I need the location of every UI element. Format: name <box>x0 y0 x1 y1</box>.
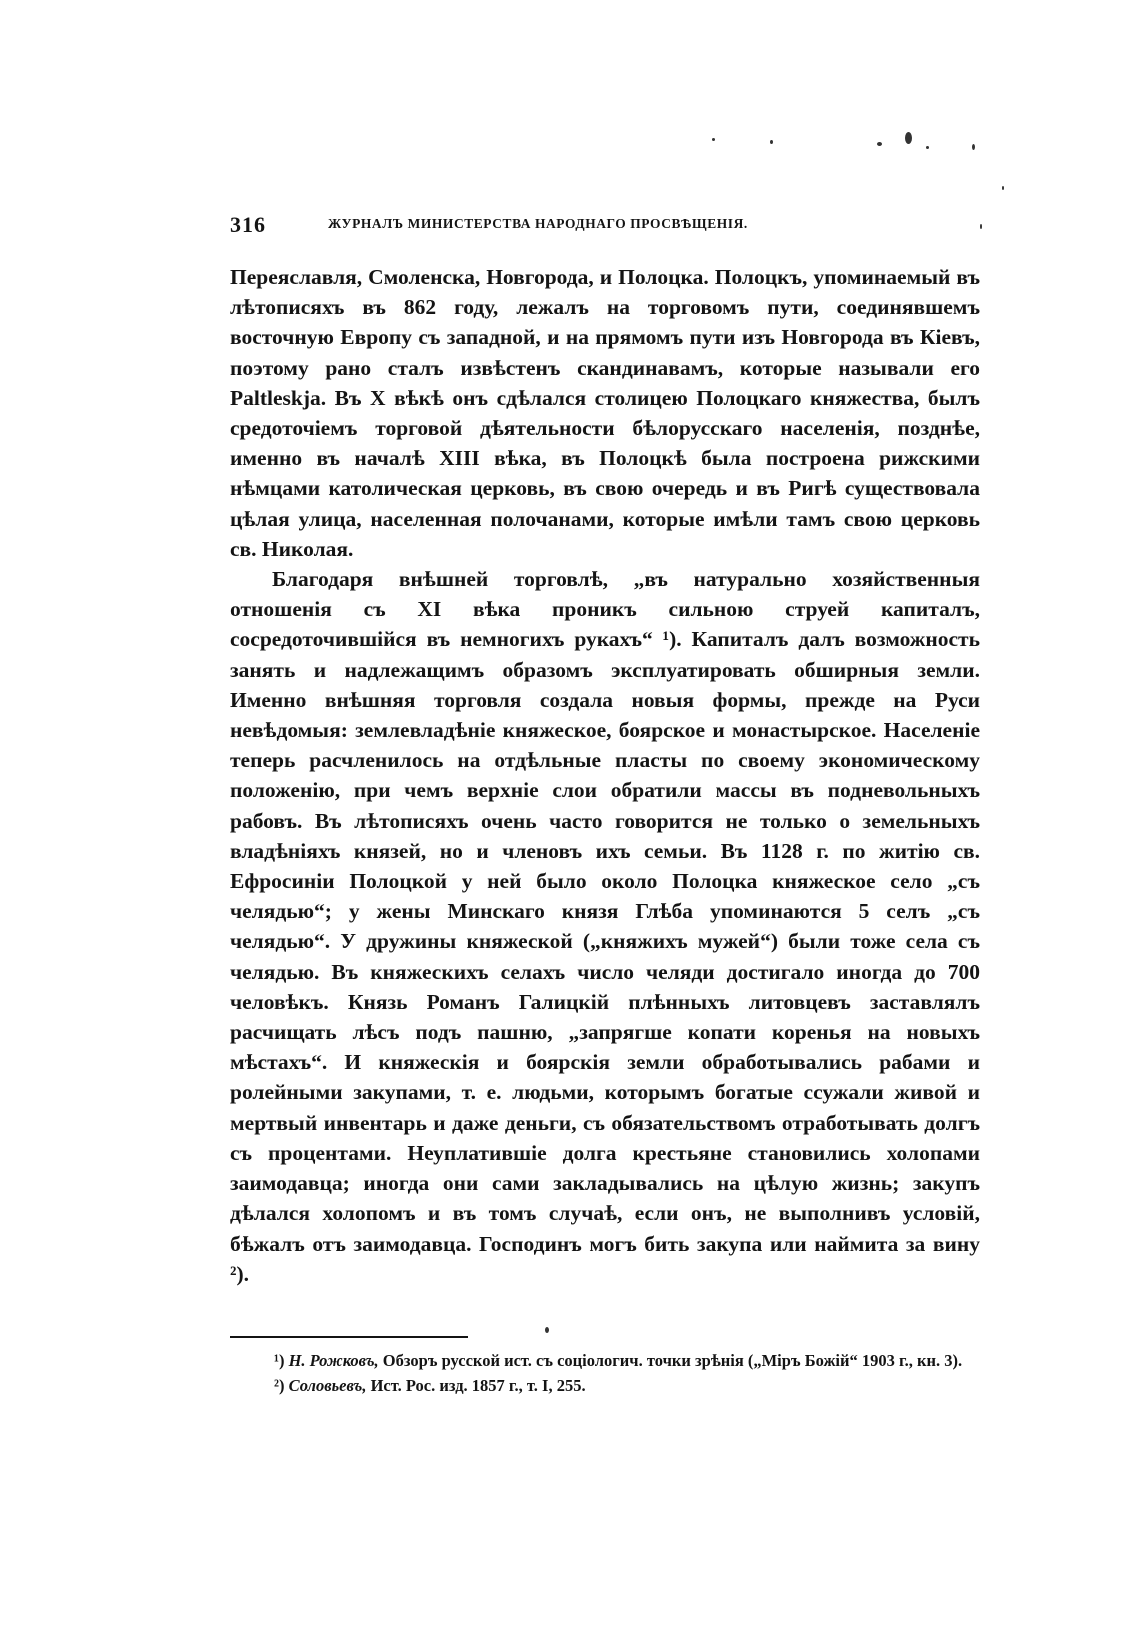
paragraph: Переяславля, Смоленска, Новгорода, и Полоцка. Полоцкъ, упоминаемый въ лѣтописяхъ въ 862 году, лежалъ на торговомъ пути, соединявшемъ восточную Европу съ западной, и на прямомъ пути изъ Новгорода въ Кіевъ, поэтому рано сталъ извѣстенъ скандинавамъ, которые называли его Paltleskja. Въ X вѣкѣ онъ сдѣлался столицею Полоцкаго княжества, былъ средоточіемъ торговой дѣятельности бѣлорусскаго населенія, позднѣе, именно въ началѣ XIII вѣка, въ Полоцкѣ была построена рижскими нѣмцами католическая церковь, въ свою очередь и въ Ригѣ существовала цѣлая улица, населенная полочанами, которые имѣли тамъ свою церковь св. Николая. <box>230 265 980 561</box>
footnote-text: Ист. Рос. изд. 1857 г., т. I, 255. <box>370 1376 586 1395</box>
body-text <box>230 262 980 1289</box>
footnote <box>230 1348 980 1373</box>
footnote-mark: ¹) <box>274 1351 285 1370</box>
footnote-text: Обзоръ русской ист. съ соціологич. точки зрѣнія („Міръ Божій“ 1903 г., кн. 3). <box>382 1351 963 1370</box>
footnotes <box>230 1348 980 1398</box>
footnote <box>230 1373 980 1398</box>
page-header <box>230 212 980 242</box>
footnote-separator <box>230 1336 468 1338</box>
running-head: ЖУРНАЛЪ МИНИСТЕРСТВА НАРОДНАГО ПРОСВѢЩЕНІЯ. <box>328 217 748 232</box>
footnote-author: Соловьевъ, <box>288 1376 367 1395</box>
page-number: 316 <box>230 212 266 237</box>
footnote-mark: ²) <box>274 1376 285 1395</box>
paragraph: Благодаря внѣшней торговлѣ, „въ натурально хозяйственныя отношенія съ XI вѣка проникъ сильною струей капиталъ, сосредоточившійся въ немногихъ рукахъ“ ¹). Капиталъ далъ возможность занять и надлежащимъ образомъ эксплуатировать обширныя земли. Именно внѣшняя торговля создала новыя формы, прежде на Руси невѣдомыя: землевладѣніе княжеское, боярское и монастырское. Населеніе теперь расчленилось на отдѣльные пласты по своему экономическому положенію, при чемъ верхніе слои обратили массы въ подневольныхъ рабовъ. Въ лѣтописяхъ очень часто говорится не только о земельныхъ владѣніяхъ князей, но и членовъ ихъ семьи. Въ 1128 г. по житію св. Ефросиніи Полоцкой у ней было около Полоцка княжеское село „съ челядью“; у жены Минскаго князя Глѣба упоминаются 5 селъ „съ челядью“. У дружины княжеской („княжихъ мужей“) были тоже села съ челядью. Въ княжескихъ селахъ число челяди достигало иногда до 700 человѣкъ. Князь Романъ Галицкій плѣнныхъ литовцевъ заставлялъ расчищать лѣсъ подъ пашню, „запрягше копати коренья на новыхъ мѣстахъ“. И княжескія и боярскія земли обработывались рабами и ролейными закупами, т. е. людьми, которымъ богатые ссужали живой и мертвый инвентарь и даже деньги, съ обязательствомъ отработывать долгъ съ процентами. Неуплатившіе долга крестьяне становились холопами заимодавца; иногда они сами закладывались на цѣлую жизнь; закупъ дѣлался холопомъ и въ томъ случаѣ, если онъ, не выполнивъ условій, бѣжалъ отъ заимодавца. Господинъ могъ бить закупа или наймита за вину ²). <box>230 567 980 1286</box>
footnote-author: Н. Рожковъ, <box>288 1351 379 1370</box>
